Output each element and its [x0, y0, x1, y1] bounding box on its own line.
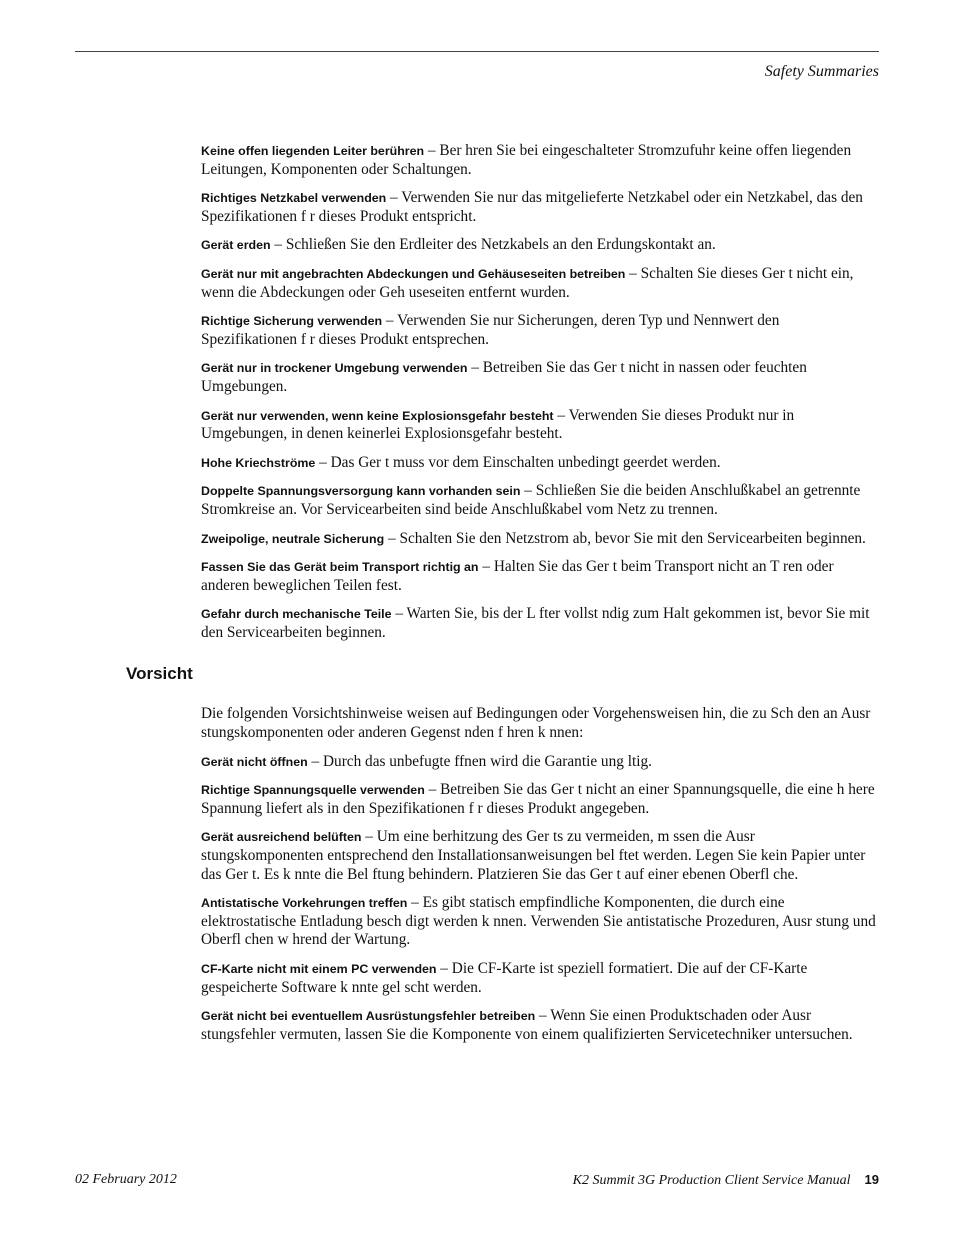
caution-item — [201, 781, 877, 818]
warning-item — [201, 236, 877, 255]
warning-item — [201, 142, 877, 179]
warning-text: – Schalten Sie dieses Ger t nicht ein, wenn die Abdeckungen oder Geh useseiten entfernt wurden. — [201, 264, 854, 301]
caution-text: – Die CF-Karte ist speziell formatiert. Die auf der CF-Karte gespeicherte Software k nnte gel scht werden. — [201, 960, 808, 996]
caution-term: Gerät nicht öffnen — [201, 754, 308, 769]
warning-item — [201, 312, 877, 349]
caution-text: – Es gibt statisch empfindliche Komponenten, die durch eine elektrostatische Entladung besch digt werden k nnen. Verwenden Sie antistatische Prozeduren, Ausr stung und Oberfl chen w hrend der Wartung. — [201, 894, 876, 949]
caution-text: – Betreiben Sie das Ger t nicht an einer Spannungsquelle, die eine h here Spannung liefert als in den Spezifikationen f r dieses Produkt angegeben. — [201, 781, 875, 817]
warning-text: – Schließen Sie die beiden Anschlußkabel an getrennte Stromkreise an. Vor Servicearbeiten sind beide Anschlußkabel vom Netz zu trennen. — [201, 482, 861, 518]
caution-term: Gerät ausreichend belüften — [201, 830, 362, 845]
warning-item — [201, 482, 877, 519]
warning-item — [201, 407, 877, 444]
warning-text: – Verwenden Sie dieses Produkt nur in Umgebungen, in denen keinerlei Explosionsgefahr besteht. — [201, 406, 795, 443]
warning-term: Zweipolige, neutrale Sicherung — [201, 531, 385, 546]
caution-term: Richtige Spannungsquelle verwenden — [201, 783, 425, 798]
warning-item — [201, 558, 877, 595]
warning-item — [201, 359, 877, 396]
warning-text: – Warten Sie, bis der L fter vollst ndig zum Halt gekommen ist, bevor Sie mit den Servicearbeiten beginnen. — [201, 605, 870, 641]
manual-title: K2 Summit 3G Production Client Service Manual — [572, 1173, 851, 1188]
warning-term: Richtige Sicherung verwenden — [201, 314, 383, 329]
section-title: Safety Summaries — [764, 63, 879, 80]
warning-text: – Schließen Sie den Erdleiter des Netzkabels an den Erdungskontakt an. — [270, 236, 716, 254]
warning-term: Hohe Kriechströme — [201, 455, 316, 470]
warning-text: – Das Ger t muss vor dem Einschalten unbedingt geerdet werden. — [315, 453, 721, 471]
caution-term: Antistatische Vorkehrungen treffen — [201, 896, 408, 911]
caution-text: – Um eine berhitzung des Ger ts zu vermeiden, m ssen die Ausr stungskomponenten entsprechend den Installationsanweisungen bel ftet werden. Legen Sie kein Papier unter das Ger t. Es k nnte die Bel ftung behindern. Platzieren Sie das Ger t auf einer ebenen Oberfl che. — [201, 828, 866, 883]
warning-term: Fassen Sie das Gerät beim Transport richtig an — [201, 560, 479, 575]
warning-text: – Schalten Sie den Netzstrom ab, bevor Sie mit den Servicearbeiten beginnen. — [384, 529, 866, 547]
warning-term: Gerät nur mit angebrachten Abdeckungen und Gehäuseseiten betreiben — [201, 266, 626, 281]
page-number: 19 — [864, 1172, 879, 1187]
warning-term: Gerät nur verwenden, wenn keine Explosionsgefahr besteht — [201, 408, 554, 423]
header-rule — [75, 51, 879, 52]
caution-item — [201, 1007, 877, 1044]
warning-text: – Halten Sie das Ger t beim Transport nicht an T ren oder anderen beweglichen Teilen fest. — [201, 558, 834, 594]
caution-text: – Wenn Sie einen Produktschaden oder Ausr stungsfehler vermuten, lassen Sie die Komponente von einem qualifizierten Servicetechniker untersuchen. — [201, 1007, 853, 1043]
caution-item — [201, 828, 877, 884]
warning-term: Doppelte Spannungsversorgung kann vorhanden sein — [201, 484, 521, 499]
warning-term: Gefahr durch mechanische Teile — [201, 607, 392, 622]
caution-term: CF-Karte nicht mit einem PC verwenden — [201, 962, 437, 976]
caution-intro: Die folgenden Vorsichtshinweise weisen auf Bedingungen oder Vorgehensweisen hin, die zu Sch den an Ausr stungskomponenten oder anderen Gegenst nden f hren k nnen: — [201, 705, 871, 742]
warning-item — [201, 530, 877, 549]
page-body — [126, 142, 877, 1054]
warning-term: Gerät nur in trockener Umgebung verwenden — [201, 361, 468, 376]
caution-heading: Vorsicht — [126, 664, 193, 684]
footer-date: 02 February 2012 — [75, 1172, 177, 1187]
warning-item — [201, 605, 877, 642]
warning-term: Gerät erden — [201, 238, 271, 253]
warning-item — [201, 265, 877, 302]
warning-term: Keine offen liegenden Leiter berühren — [201, 144, 425, 158]
warning-text: – Ber hren Sie bei eingeschalteter Stromzufuhr keine offen liegenden Leitungen, Komponenten oder Schaltungen. — [201, 142, 852, 178]
footer-right — [573, 1172, 879, 1189]
caution-term: Gerät nicht bei eventuellem Ausrüstungsfehler betreiben — [201, 1009, 536, 1024]
caution-item — [201, 753, 877, 772]
warning-item — [201, 189, 877, 226]
caution-item — [201, 894, 877, 950]
caution-item — [201, 960, 877, 997]
warning-term: Richtiges Netzkabel verwenden — [201, 191, 387, 206]
warning-text: – Verwenden Sie nur Sicherungen, deren Typ und Nennwert den Spezifikationen f r dieses Produkt entsprechen. — [201, 312, 780, 348]
caution-text: – Durch das unbefugte ffnen wird die Garantie ung ltig. — [307, 752, 652, 770]
warning-item — [201, 454, 877, 473]
warning-text: – Verwenden Sie nur das mitgelieferte Netzkabel oder ein Netzkabel, das den Spezifikationen f r dieses Produkt entspricht. — [201, 189, 863, 225]
warning-text: – Betreiben Sie das Ger t nicht in nassen oder feuchten Umgebungen. — [201, 359, 807, 395]
